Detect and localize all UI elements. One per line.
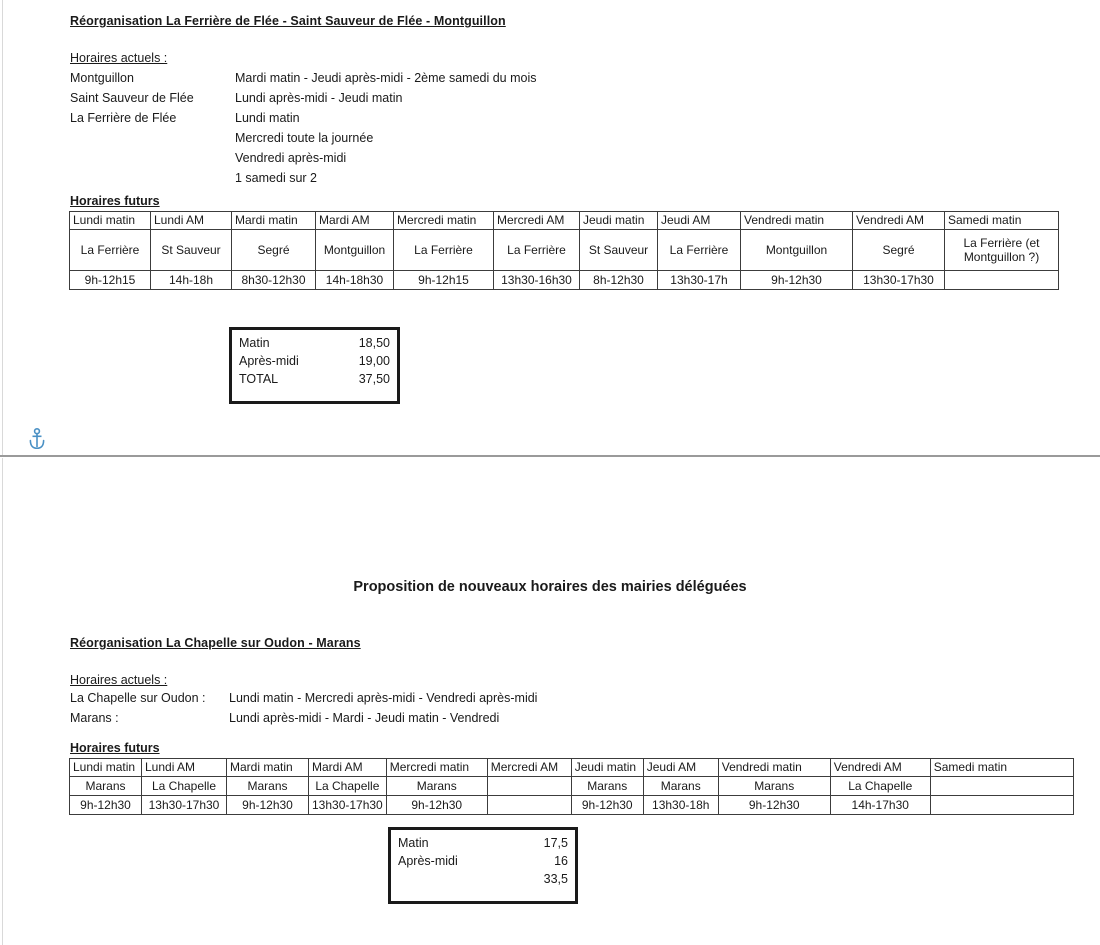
table-hours-cell[interactable]: 13h30-17h bbox=[658, 271, 741, 290]
current-hours-value: 1 samedi sur 2 bbox=[235, 171, 317, 185]
table-hours-cell[interactable]: 8h30-12h30 bbox=[232, 271, 316, 290]
table-place-cell[interactable]: Segré bbox=[853, 230, 945, 271]
table-place-cell[interactable]: St Sauveur bbox=[151, 230, 232, 271]
page2-heading: Réorganisation La Chapelle sur Oudon - Marans bbox=[70, 636, 361, 650]
summary-row-value: 33,5 bbox=[543, 872, 568, 886]
table-place-cell[interactable]: Marans bbox=[643, 777, 718, 796]
table-header-cell: Samedi matin bbox=[945, 212, 1059, 230]
table-hours-cell[interactable]: 14h-18h bbox=[151, 271, 232, 290]
summary-row-value: 19,00 bbox=[358, 354, 390, 368]
table-header-cell: Vendredi AM bbox=[830, 759, 930, 777]
table-header-cell: Jeudi matin bbox=[580, 212, 658, 230]
table-place-cell[interactable]: Marans bbox=[718, 777, 830, 796]
table-place-cell[interactable]: Marans bbox=[571, 777, 643, 796]
summary-row-value: 37,50 bbox=[358, 372, 390, 386]
current-hours-row bbox=[70, 68, 770, 88]
table-header-row bbox=[70, 212, 1059, 230]
table-header-cell: Vendredi matin bbox=[718, 759, 830, 777]
table-header-cell: Mardi matin bbox=[227, 759, 309, 777]
table-header-cell: Vendredi AM bbox=[853, 212, 945, 230]
current-hours-commune: La Ferrière de Flée bbox=[70, 111, 177, 125]
table-hours-cell[interactable]: 9h-12h30 bbox=[718, 796, 830, 815]
current-hours-row bbox=[70, 168, 770, 188]
table-hours-cell[interactable]: 8h-12h30 bbox=[580, 271, 658, 290]
table-hours-cell[interactable]: 9h-12h30 bbox=[70, 796, 142, 815]
table-header-cell: Samedi matin bbox=[930, 759, 1073, 777]
table-place-cell[interactable]: La Ferrière (et Montguillon ?) bbox=[945, 230, 1059, 271]
summary-row bbox=[398, 834, 568, 852]
summary-row-value: 17,5 bbox=[543, 836, 568, 850]
table-header-cell: Lundi matin bbox=[70, 212, 151, 230]
summary-row-label: Après-midi bbox=[239, 354, 299, 368]
table-hours-cell[interactable] bbox=[487, 796, 571, 815]
table-header-cell: Mercredi AM bbox=[494, 212, 580, 230]
current-hours-row bbox=[70, 148, 770, 168]
table-header-cell: Mardi matin bbox=[232, 212, 316, 230]
table-place-cell[interactable]: St Sauveur bbox=[580, 230, 658, 271]
current-hours-value: Mercredi toute la journée bbox=[235, 131, 374, 145]
page1-summary-box bbox=[229, 327, 400, 404]
table-place-cell[interactable]: La Ferrière bbox=[494, 230, 580, 271]
summary-row bbox=[398, 852, 568, 870]
anchor-icon bbox=[27, 428, 47, 450]
current-hours-commune: Saint Sauveur de Flée bbox=[70, 91, 194, 105]
page1-current-hours-list bbox=[70, 68, 770, 188]
page2-schedule-table[interactable] bbox=[69, 758, 1074, 815]
page1-schedule-table-wrap bbox=[69, 211, 1059, 290]
table-hours-cell[interactable]: 9h-12h30 bbox=[386, 796, 487, 815]
table-header-cell: Vendredi matin bbox=[741, 212, 853, 230]
table-place-cell[interactable] bbox=[487, 777, 571, 796]
current-hours-value: Lundi après-midi - Mardi - Jeudi matin - Vendredi bbox=[229, 711, 500, 725]
page1-left-border bbox=[2, 0, 3, 455]
table-place-cell[interactable]: Montguillon bbox=[316, 230, 394, 271]
table-place-cell[interactable]: Marans bbox=[386, 777, 487, 796]
page-break-divider bbox=[0, 455, 1100, 457]
summary-row-value: 16 bbox=[554, 854, 568, 868]
table-header-cell: Mardi AM bbox=[316, 212, 394, 230]
current-hours-row bbox=[70, 128, 770, 148]
table-place-cell[interactable]: La Ferrière bbox=[658, 230, 741, 271]
table-row[interactable] bbox=[70, 271, 1059, 290]
current-hours-value: Lundi matin bbox=[235, 111, 300, 125]
summary-row bbox=[239, 352, 390, 370]
page1-future-label: Horaires futurs bbox=[70, 194, 160, 208]
table-header-cell: Mardi AM bbox=[309, 759, 387, 777]
table-hours-cell[interactable]: 9h-12h15 bbox=[70, 271, 151, 290]
table-hours-cell[interactable] bbox=[930, 796, 1073, 815]
current-hours-commune: La Chapelle sur Oudon : bbox=[70, 691, 206, 705]
table-place-cell[interactable]: La Ferrière bbox=[70, 230, 151, 271]
table-hours-cell[interactable]: 13h30-17h30 bbox=[142, 796, 227, 815]
page2-schedule-table-wrap bbox=[69, 758, 1074, 815]
summary-row-label: Après-midi bbox=[398, 854, 458, 868]
table-hours-cell[interactable]: 14h-18h30 bbox=[316, 271, 394, 290]
page2-current-label: Horaires actuels : bbox=[70, 673, 168, 687]
current-hours-value: Lundi après-midi - Jeudi matin bbox=[235, 91, 403, 105]
current-hours-value: Lundi matin - Mercredi après-midi - Vendredi après-midi bbox=[229, 691, 538, 705]
table-hours-cell[interactable] bbox=[945, 271, 1059, 290]
summary-row-label: Matin bbox=[239, 336, 270, 350]
current-hours-row bbox=[70, 708, 770, 728]
summary-row-value: 18,50 bbox=[358, 336, 390, 350]
summary-row bbox=[398, 870, 568, 888]
current-hours-row bbox=[70, 688, 770, 708]
summary-row bbox=[239, 334, 390, 352]
table-header-row bbox=[70, 759, 1074, 777]
page1-schedule-table[interactable] bbox=[69, 211, 1059, 290]
table-header-cell: Jeudi matin bbox=[571, 759, 643, 777]
table-hours-cell[interactable]: 13h30-17h30 bbox=[853, 271, 945, 290]
table-place-cell[interactable]: La Chapelle bbox=[142, 777, 227, 796]
page2-current-hours-list bbox=[70, 688, 770, 728]
table-hours-cell[interactable]: 9h-12h15 bbox=[394, 271, 494, 290]
current-hours-row bbox=[70, 88, 770, 108]
page2-summary-box bbox=[388, 827, 578, 904]
current-hours-commune: Marans : bbox=[70, 711, 119, 725]
table-header-cell: Mercredi matin bbox=[386, 759, 487, 777]
table-hours-cell[interactable]: 13h30-18h bbox=[643, 796, 718, 815]
table-row[interactable] bbox=[70, 777, 1074, 796]
page1-current-label: Horaires actuels : bbox=[70, 51, 168, 65]
table-header-cell: Lundi AM bbox=[151, 212, 232, 230]
table-hours-cell[interactable]: 13h30-17h30 bbox=[309, 796, 387, 815]
table-place-cell[interactable] bbox=[930, 777, 1073, 796]
table-header-cell: Lundi matin bbox=[70, 759, 142, 777]
current-hours-row bbox=[70, 108, 770, 128]
table-hours-cell[interactable]: 14h-17h30 bbox=[830, 796, 930, 815]
current-hours-value: Vendredi après-midi bbox=[235, 151, 347, 165]
table-hours-cell[interactable]: 9h-12h30 bbox=[741, 271, 853, 290]
table-hours-cell[interactable]: 9h-12h30 bbox=[227, 796, 309, 815]
summary-row-label: Matin bbox=[398, 836, 429, 850]
table-place-cell[interactable]: La Chapelle bbox=[830, 777, 930, 796]
table-header-cell: Lundi AM bbox=[142, 759, 227, 777]
table-hours-cell[interactable]: 13h30-16h30 bbox=[494, 271, 580, 290]
table-row[interactable] bbox=[70, 796, 1074, 815]
current-hours-value: Mardi matin - Jeudi après-midi - 2ème samedi du mois bbox=[235, 71, 537, 85]
table-place-cell[interactable]: Marans bbox=[227, 777, 309, 796]
current-hours-commune: Montguillon bbox=[70, 71, 134, 85]
page2-left-border bbox=[2, 458, 3, 945]
table-place-cell[interactable]: La Ferrière bbox=[394, 230, 494, 271]
table-row[interactable] bbox=[70, 230, 1059, 271]
table-place-cell[interactable]: Segré bbox=[232, 230, 316, 271]
table-place-cell[interactable]: Montguillon bbox=[741, 230, 853, 271]
table-header-cell: Jeudi AM bbox=[658, 212, 741, 230]
table-place-cell[interactable]: La Chapelle bbox=[309, 777, 387, 796]
table-header-cell: Mercredi AM bbox=[487, 759, 571, 777]
page2-document-title: Proposition de nouveaux horaires des mairies déléguées bbox=[353, 579, 747, 595]
page2-future-label: Horaires futurs bbox=[70, 741, 160, 755]
page1-heading: Réorganisation La Ferrière de Flée - Saint Sauveur de Flée - Montguillon bbox=[70, 14, 506, 28]
table-header-cell: Jeudi AM bbox=[643, 759, 718, 777]
table-place-cell[interactable]: Marans bbox=[70, 777, 142, 796]
summary-row-label: TOTAL bbox=[239, 372, 279, 386]
summary-row bbox=[239, 370, 390, 388]
table-header-cell: Mercredi matin bbox=[394, 212, 494, 230]
table-hours-cell[interactable]: 9h-12h30 bbox=[571, 796, 643, 815]
